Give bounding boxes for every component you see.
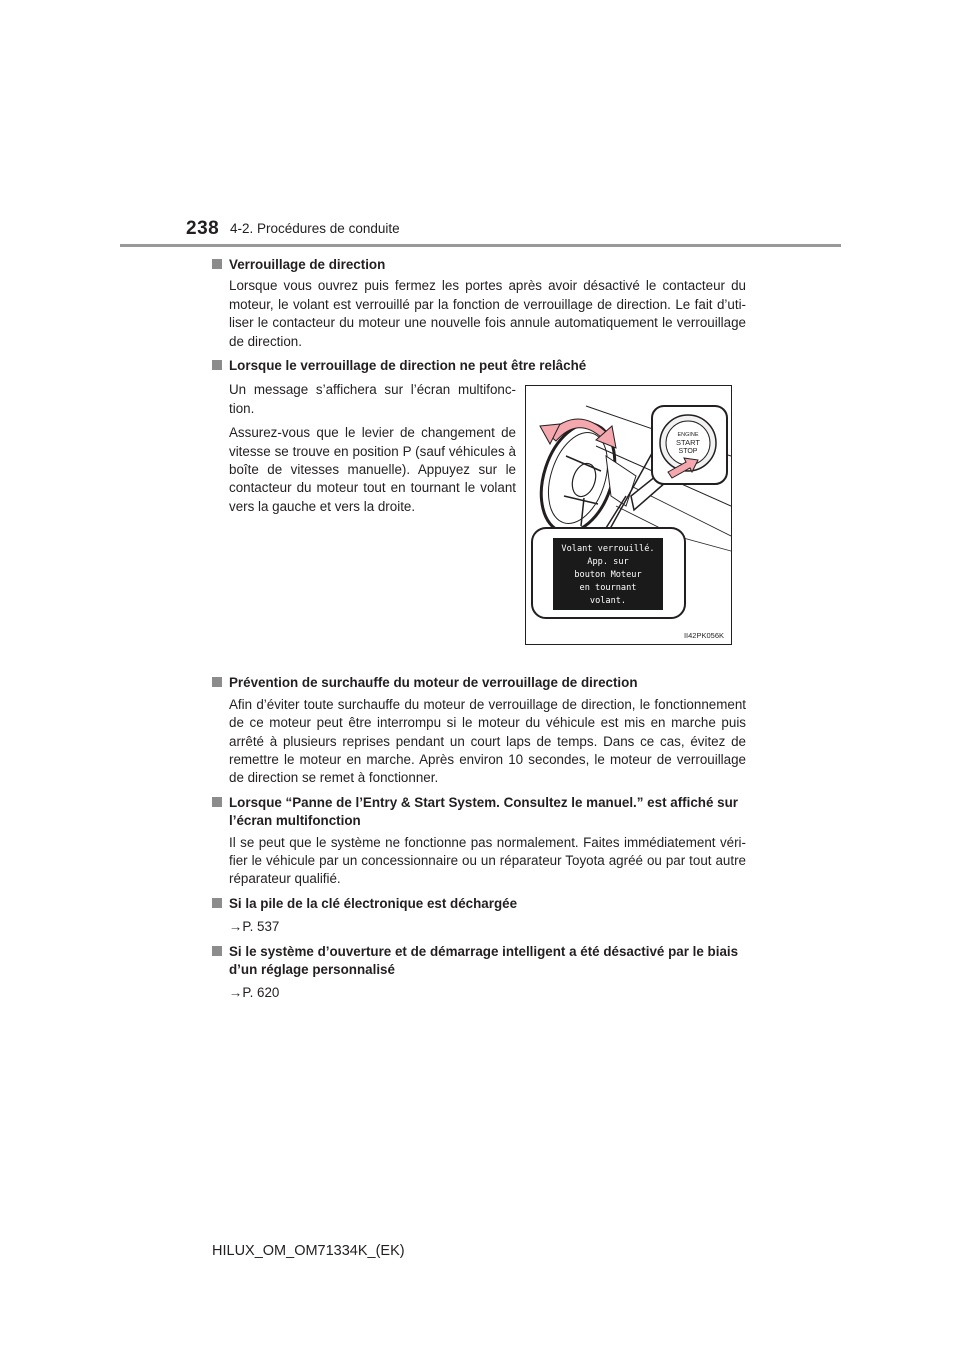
page-number: 238 (186, 218, 220, 239)
item-title: Verrouillage de direction (229, 257, 386, 272)
item-title: Si la pile de la clé électronique est déchargée (229, 895, 518, 911)
item-steering-lock (212, 256, 746, 351)
item-key-battery-depleted (212, 895, 746, 937)
item-system-deactivated (212, 943, 746, 1003)
item-paragraph: Lorsque vous ouvrez puis fermez les portes après avoir désactivé le contacteur du moteur, le volant est verrouillé par la fonction de verrouillage de direction. Le fait d’uti-liser le contacteur du moteur une nouvelle fois annule automatiquement le verrouillage de direction. (229, 278, 746, 349)
steering-lock-illustration (525, 385, 732, 645)
display-line: Volant verrouillé. (561, 544, 655, 555)
square-bullet-icon (212, 946, 222, 956)
header-rule (120, 244, 841, 247)
button-label-line: START (676, 438, 700, 448)
display-line: en tournant (579, 583, 637, 594)
display-line: volant. (589, 596, 627, 607)
item-system-malfunction (212, 794, 746, 889)
page-reference-link[interactable]: →P. 620 (229, 985, 280, 1001)
item-title: Lorsque le verrouillage de direction ne peut être relâché (229, 358, 587, 374)
square-bullet-icon (212, 360, 222, 370)
item-paragraph: Assurez-vous que le levier de changement de vitesse se trouve en position P (sauf véhicules à boîte de vitesses manuelle). Appuyez sur le contacteur du moteur tout en tournant le volant vers la gauche et vers la droite. (229, 425, 516, 514)
item-title: Prévention de surchauffe du moteur de verrouillage de direction (229, 675, 638, 691)
figure-code: II42PK056K (683, 631, 724, 641)
item-paragraph: Afin d’éviter toute surchauffe du moteur de verrouillage de direction, le fonctionnement de ce moteur peut être interrompu si le moteur du véhicule est mis en marche puis arrêté à plusieurs reprises pendant un court laps de temps. Dans ce cas, évitez de remettre le moteur en marche. Après environ 10 secondes, le moteur de verrouillage de direction se remet à fonctionner. (229, 696, 746, 786)
item-paragraph: Il se peut que le système ne fonctionne pas normalement. Faites immédiatement véri-fier le véhicule par un concessionnaire ou un réparateur Toyota agréé ou par tout autre réparateur qualifié. (229, 834, 746, 887)
footer-document-code: HILUX_OM_OM71334K_(EK) (212, 1243, 405, 1259)
item-overheat-prevention (212, 674, 746, 787)
page-reference-link[interactable]: →P. 537 (229, 919, 280, 935)
button-label-line: ENGINE (677, 432, 699, 439)
item-lock-not-released (212, 357, 746, 668)
rotation-arrow-icon (540, 419, 616, 448)
item-title: Lorsque “Panne de l’Entry & Start System. Consultez le manuel.” est affiché sur l’écran multifonction (229, 794, 738, 829)
square-bullet-icon (212, 797, 222, 807)
display-line: bouton Moteur (574, 570, 642, 581)
square-bullet-icon (212, 898, 222, 908)
item-title: Si le système d’ouverture et de démarrage intelligent a été désactivé par le biais d’un réglage personnalisé (229, 943, 739, 977)
button-label-line: STOP (678, 448, 698, 456)
square-bullet-icon (212, 259, 222, 269)
display-line: App. sur (587, 557, 629, 568)
square-bullet-icon (212, 677, 222, 687)
section-title: 4-2. Procédures de conduite (230, 221, 400, 236)
item-paragraph: Un message s’affichera sur l’écran multifonc-tion. (229, 382, 516, 416)
content (212, 256, 746, 1009)
